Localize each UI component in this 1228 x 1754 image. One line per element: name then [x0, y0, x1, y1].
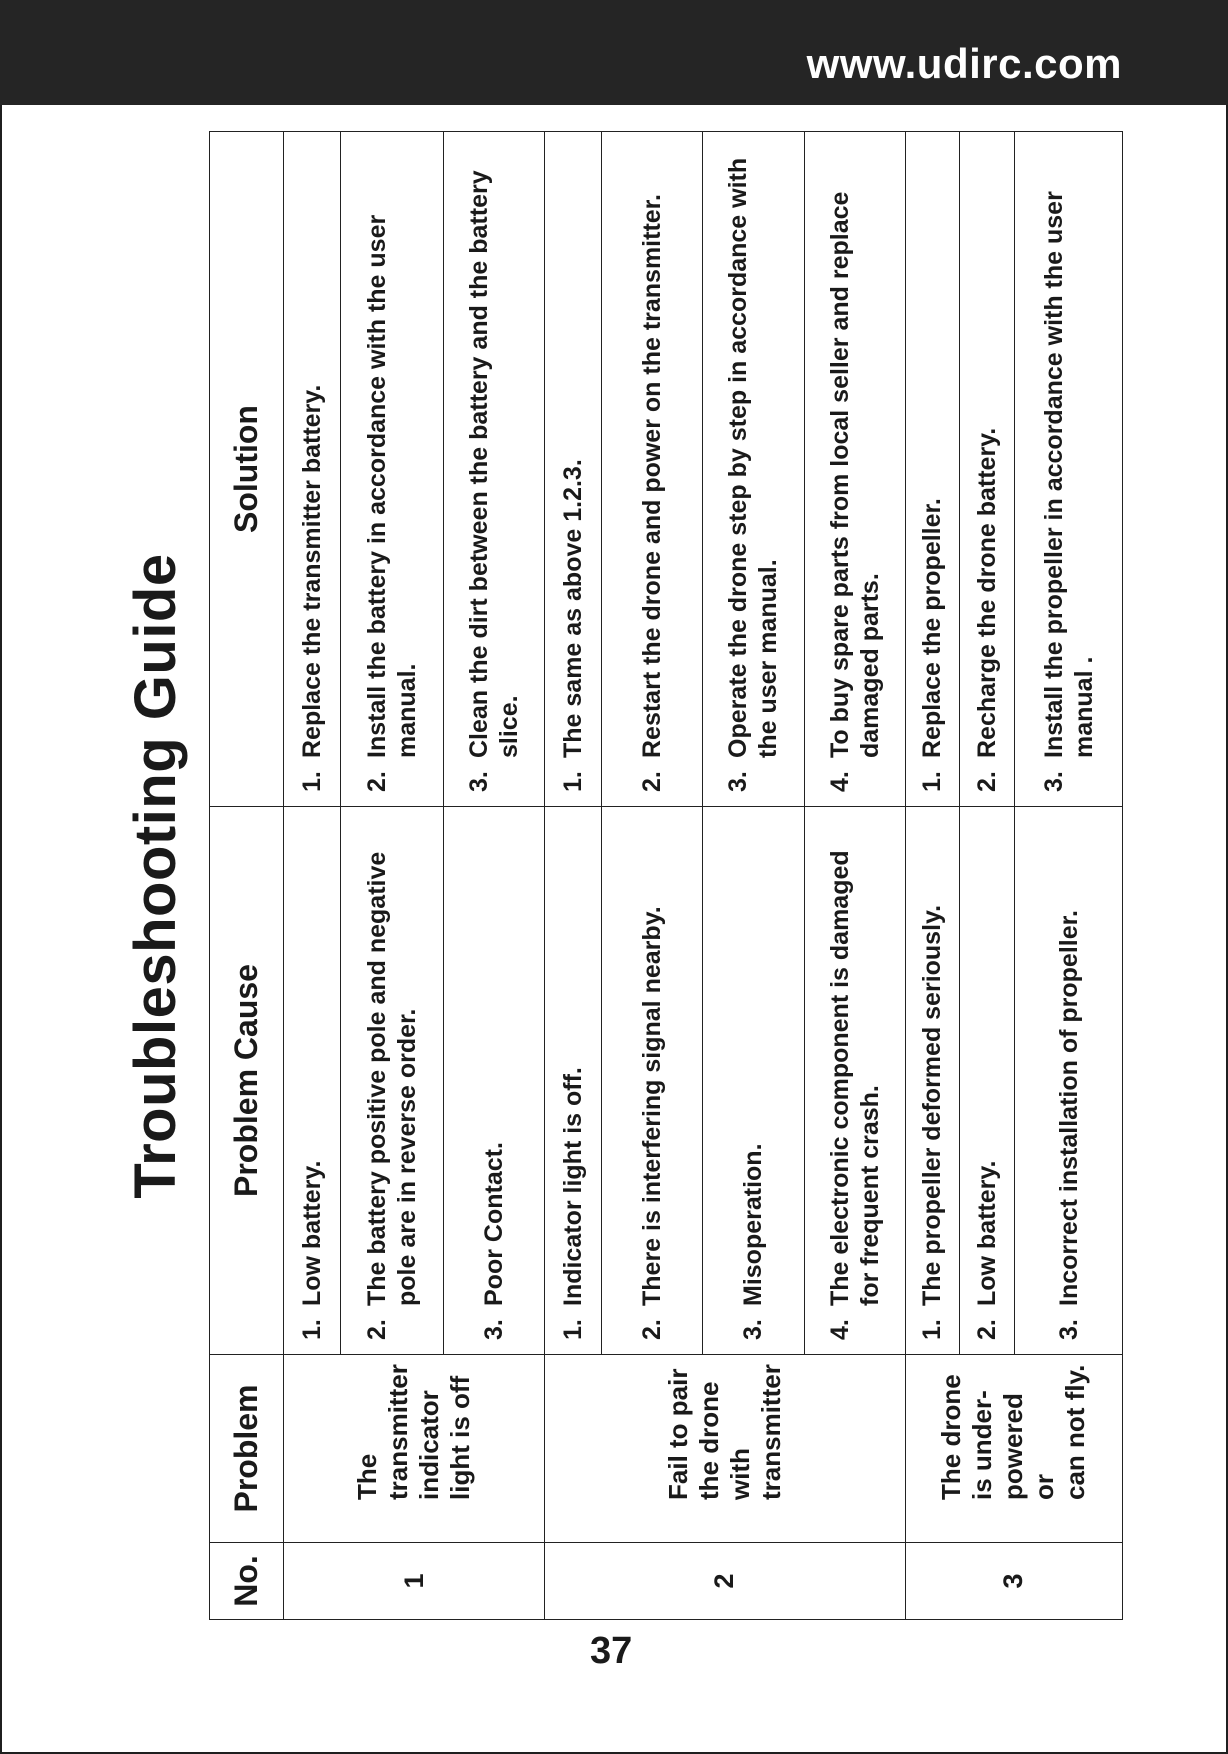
- cause-cell: [905, 807, 960, 1355]
- solution-text: Recharge the drone battery.: [973, 427, 1002, 758]
- problem-text: can not fly.: [1060, 1364, 1091, 1500]
- solution-item: [972, 142, 1002, 792]
- solution-item: [297, 142, 327, 792]
- solution-number: 3.: [1039, 771, 1068, 792]
- cause-item: [738, 817, 768, 1340]
- solution-item: [464, 142, 524, 792]
- solution-cell: [1015, 132, 1123, 807]
- table-body: [284, 132, 1123, 1620]
- problem-text: powered or: [998, 1393, 1060, 1500]
- solution-text: The same as above 1.2.3.: [559, 459, 588, 758]
- page-title: Troubleshooting Guide: [123, 553, 188, 1199]
- cause-cell: [602, 807, 703, 1355]
- solution-text: Restart the drone and power on the transmitter.: [638, 194, 667, 758]
- solution-cell: [960, 132, 1015, 807]
- cause-number: 3.: [739, 1319, 768, 1340]
- header-bar: [0, 0, 1228, 105]
- problem-text: The drone: [936, 1374, 967, 1500]
- row-number: 2: [545, 1543, 905, 1620]
- cause-text: The electronic component is damaged for frequent crash.: [825, 850, 884, 1306]
- solution-number: 3.: [465, 771, 494, 792]
- website-url: www.udirc.com: [806, 40, 1122, 87]
- cause-number: 4.: [825, 1319, 854, 1340]
- header-cause: Problem Cause: [210, 807, 284, 1355]
- solution-number: 1.: [298, 771, 327, 792]
- solution-cell: [444, 132, 545, 807]
- cause-number: 2.: [638, 1319, 667, 1340]
- solution-number: 1.: [918, 771, 947, 792]
- cause-text: Indicator light is off.: [559, 1067, 588, 1306]
- solution-text: Install the propeller in accordance with the user manual .: [1039, 191, 1098, 758]
- solution-number: 2.: [638, 771, 667, 792]
- cause-cell: [804, 807, 905, 1355]
- solution-cell: [284, 132, 341, 807]
- cause-number: 2.: [363, 1319, 392, 1340]
- solution-number: 4.: [825, 771, 854, 792]
- problem-text: transmitter: [755, 1364, 786, 1500]
- cause-number: 1.: [298, 1319, 327, 1340]
- problem-cell: [545, 1355, 905, 1543]
- cause-text: Incorrect installation of propeller.: [1054, 910, 1083, 1306]
- solution-text: Install the battery in accordance with the user manual.: [363, 214, 422, 758]
- solution-cell: [545, 132, 602, 807]
- table-row: [545, 132, 602, 1620]
- solution-cell: [905, 132, 960, 807]
- solution-text: Replace the transmitter battery.: [298, 384, 327, 758]
- solution-number: 3.: [724, 771, 753, 792]
- cause-cell: [284, 807, 341, 1355]
- problem-text: Fail to pair: [662, 1368, 693, 1500]
- cause-number: 2.: [973, 1319, 1002, 1340]
- cause-number: 1.: [559, 1319, 588, 1340]
- row-number: 1: [284, 1543, 545, 1620]
- cause-text: The propeller deformed seriously.: [918, 904, 947, 1306]
- cause-item: [558, 817, 588, 1340]
- table-row: [905, 132, 960, 1620]
- cause-text: Misoperation.: [739, 1143, 768, 1306]
- header-problem: Problem: [210, 1355, 284, 1543]
- cause-cell: [960, 807, 1015, 1355]
- solution-item: [825, 142, 885, 792]
- solution-number: 1.: [559, 771, 588, 792]
- cause-item: [917, 817, 947, 1340]
- problem-text: indicator: [414, 1390, 445, 1500]
- cause-text: Low battery.: [973, 1160, 1002, 1306]
- problem-text: The: [352, 1453, 383, 1500]
- header-row: [210, 132, 284, 1620]
- table-row: [284, 132, 341, 1620]
- cause-cell: [703, 807, 804, 1355]
- cause-text: Poor Contact.: [480, 1142, 509, 1306]
- solution-item: [558, 142, 588, 792]
- solution-text: To buy spare parts from local seller and replace damaged parts.: [825, 191, 884, 758]
- cause-item: [825, 817, 885, 1340]
- problem-text: the drone: [693, 1381, 724, 1500]
- solution-item: [723, 142, 783, 792]
- cause-number: 3.: [1054, 1319, 1083, 1340]
- solution-text: Replace the propeller.: [918, 498, 947, 758]
- cause-item: [479, 817, 509, 1340]
- cause-item: [972, 817, 1002, 1340]
- problem-text: transmitter: [383, 1364, 414, 1500]
- cause-number: 1.: [918, 1319, 947, 1340]
- solution-item: [362, 142, 422, 792]
- problem-cell: [284, 1355, 545, 1543]
- cause-text: The battery positive pole and negative pole are in reverse order.: [363, 851, 422, 1306]
- solution-cell: [602, 132, 703, 807]
- solution-item: [1039, 142, 1099, 792]
- troubleshooting-table-container: [209, 132, 1123, 1620]
- solution-cell: [341, 132, 444, 807]
- header-solution: Solution: [210, 132, 284, 807]
- solution-number: 2.: [973, 771, 1002, 792]
- problem-text: light is off: [445, 1375, 476, 1500]
- cause-item: [637, 817, 667, 1340]
- solution-cell: [703, 132, 804, 807]
- problem-text: is under-: [967, 1390, 998, 1500]
- cause-item: [297, 817, 327, 1340]
- problem-text: with: [724, 1448, 755, 1500]
- problem-cell: [905, 1355, 1122, 1543]
- solution-item: [637, 142, 667, 792]
- cause-cell: [545, 807, 602, 1355]
- page-number: 37: [590, 1630, 633, 1672]
- row-number: 3: [905, 1543, 1122, 1620]
- cause-cell: [341, 807, 444, 1355]
- solution-cell: [804, 132, 905, 807]
- solution-number: 2.: [363, 771, 392, 792]
- cause-item: [362, 817, 422, 1340]
- cause-text: There is interfering signal nearby.: [638, 906, 667, 1306]
- cause-text: Low battery.: [298, 1160, 327, 1306]
- cause-item: [1054, 817, 1084, 1340]
- cause-number: 3.: [480, 1319, 509, 1340]
- header-no: No.: [210, 1543, 284, 1620]
- troubleshooting-table: [209, 131, 1123, 1620]
- solution-item: [917, 142, 947, 792]
- title-container: [106, 132, 206, 1620]
- cause-cell: [1015, 807, 1123, 1355]
- solution-text: Clean the dirt between the battery and the battery slice.: [465, 170, 524, 758]
- cause-cell: [444, 807, 545, 1355]
- solution-text: Operate the drone step by step in accordance with the user manual.: [724, 157, 783, 758]
